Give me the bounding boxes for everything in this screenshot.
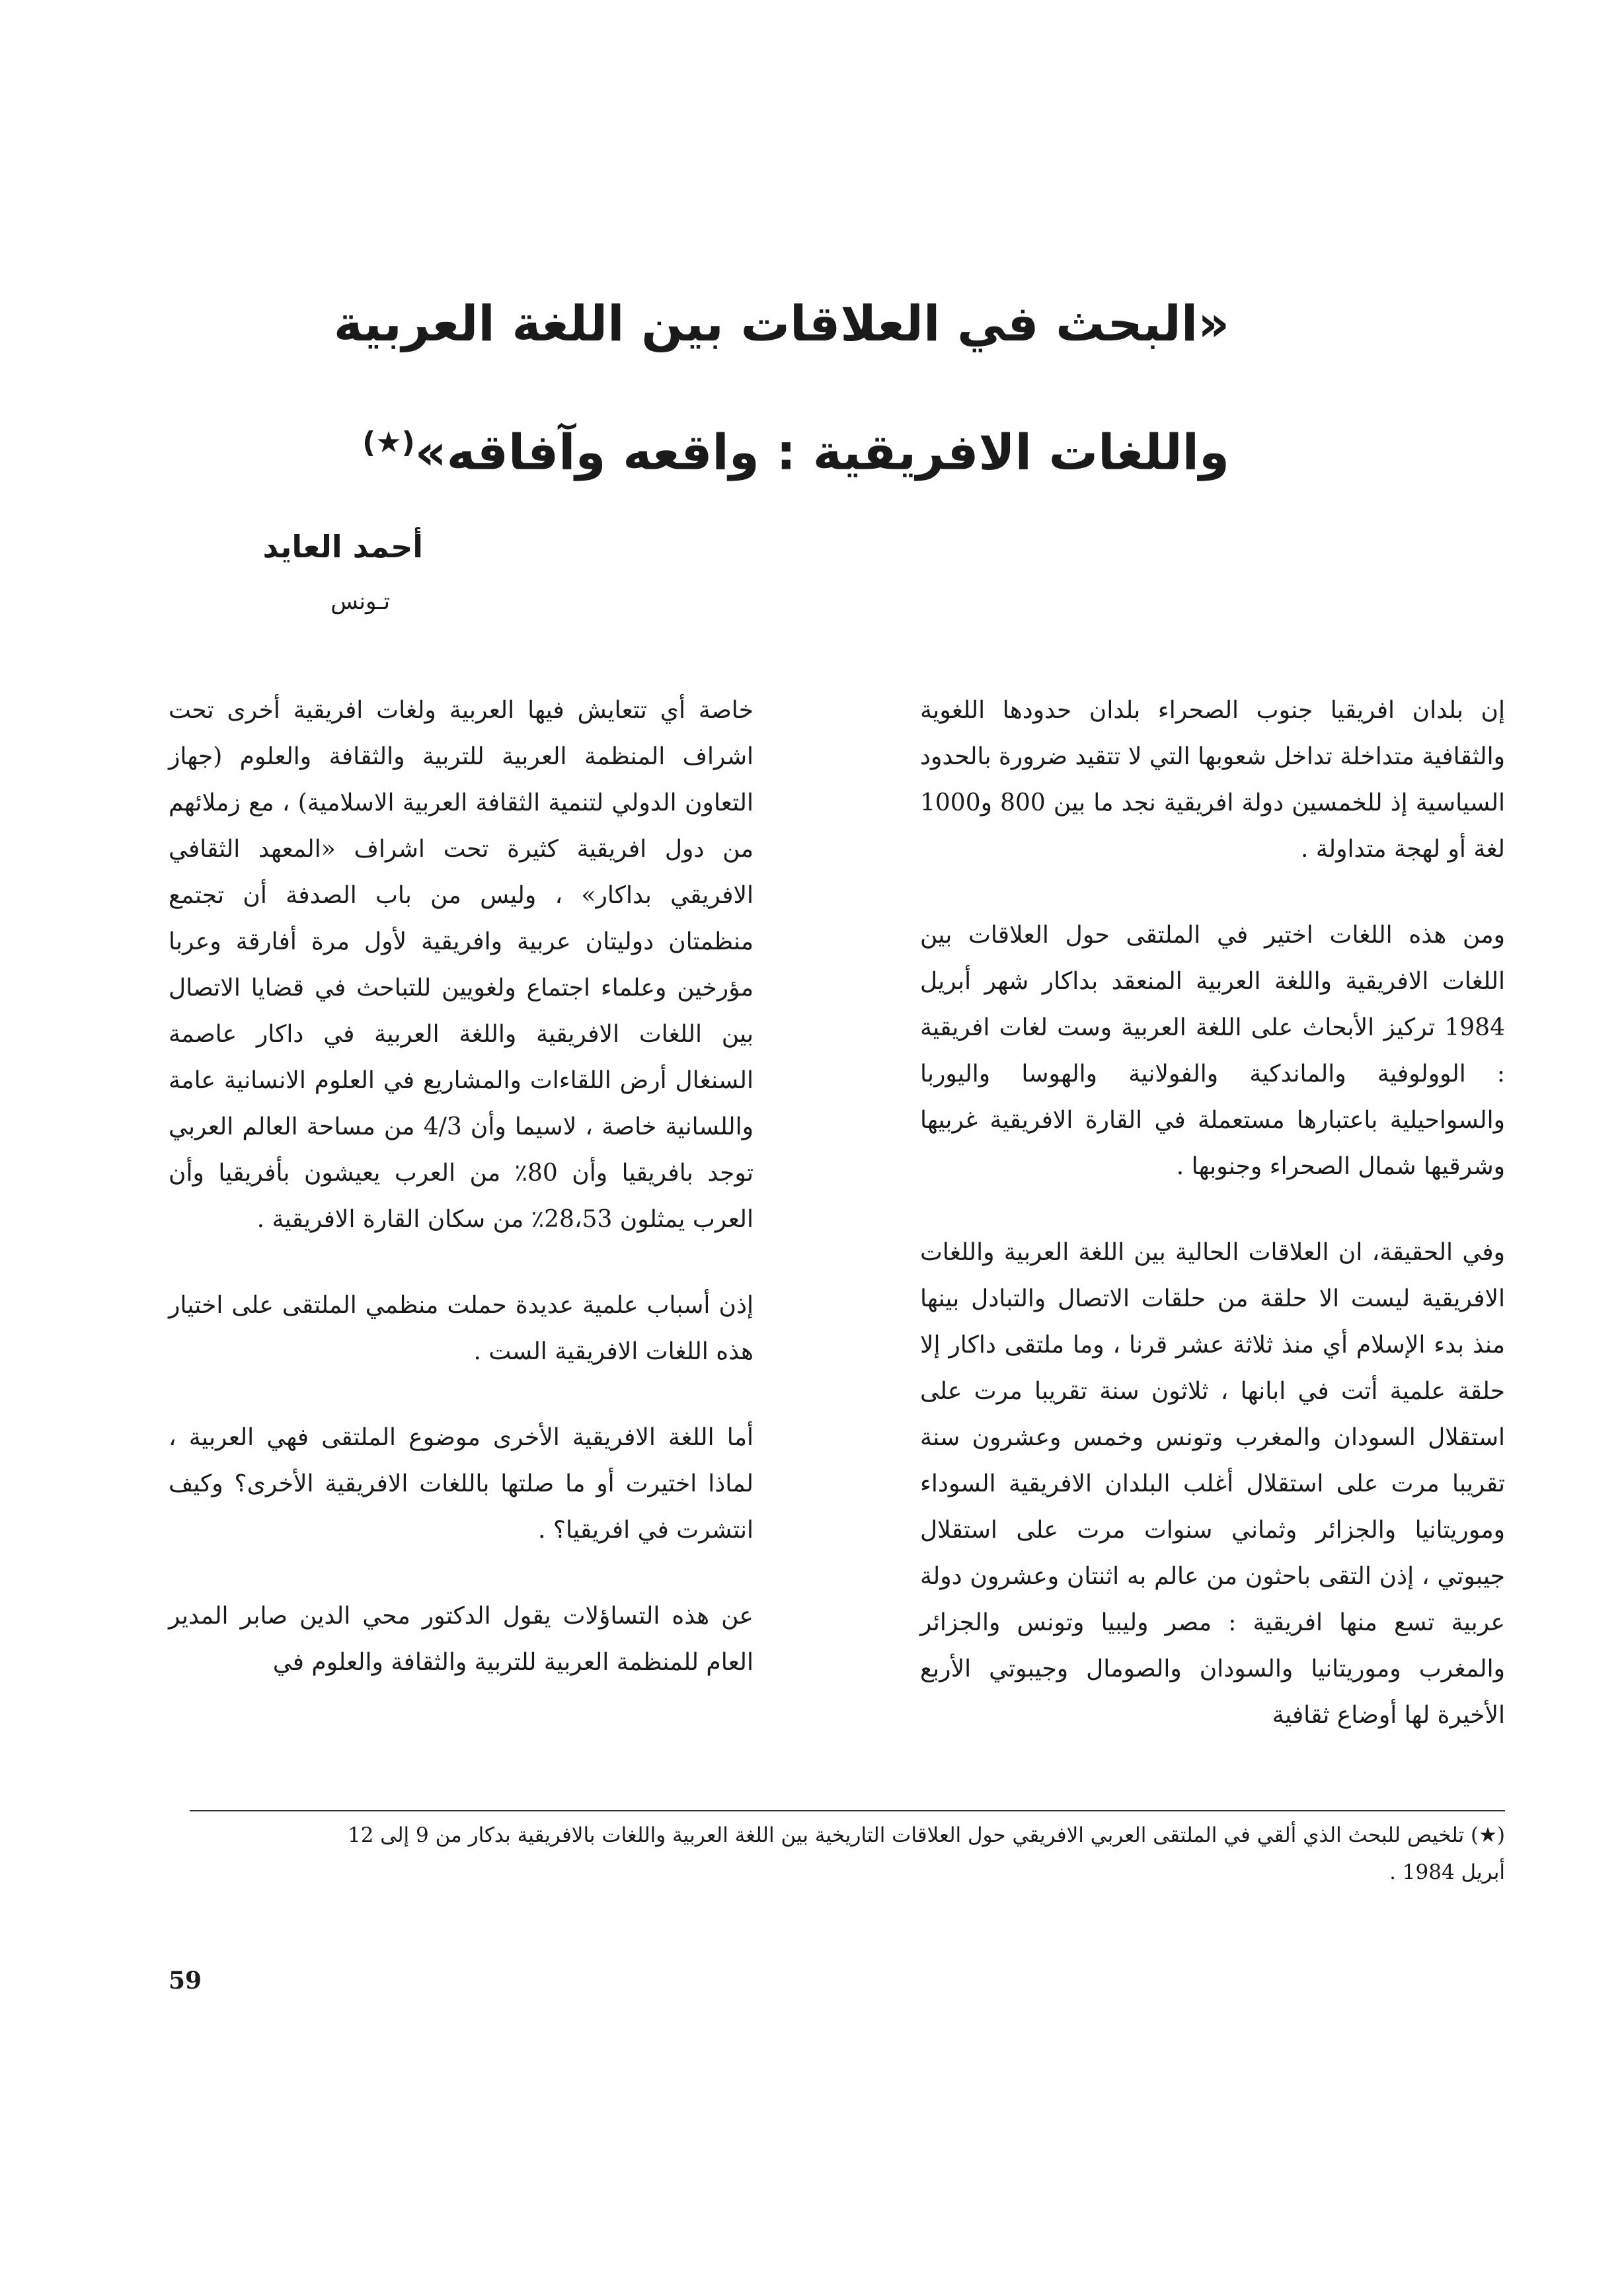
title-line-2 xyxy=(198,383,1229,512)
paragraph: إذن أسباب علمية عديدة حملت منظمي الملتقى على اختيار هذه اللغات الافريقية الست . xyxy=(169,1292,754,1365)
title-line-1: «البحث في العلاقات بين اللغة العربية xyxy=(333,296,1229,352)
paragraph: ومن هذه اللغات اختير في الملتقى حول العلاقات بين اللغات الافريقية واللغة العربية المنعقد بداكار شهر أبريل 1984 تركيز الأبحاث على اللغة العربية وست لغات افريقية : الوولوفية والماندكية والفولانية والهوسا واليوربا والسواحيلية باعتبارها مستعملة في القارة الافريقية غربيها وشرقيها شمال الصحراء وجنوبها . xyxy=(920,922,1505,1180)
author-name: أحمد العايد xyxy=(262,529,423,565)
footnote xyxy=(190,1817,1505,1891)
footnote-line-1: (★) تلخيص للبحث الذي ألقي في الملتقى العربي الافريقي حول العلاقات التاريخية بين اللغة العربية واللغات بالافريقية بدكار من 9 إلى 12 xyxy=(347,1823,1505,1847)
paragraph: خاصة أي تتعايش فيها العربية ولغات افريقية أخرى تحت اشراف المنظمة العربية للتربية والثقافة والعلوم (جهاز التعاون الدولي لتنمية الثقافة العربية الاسلامية) ، مع زملائهم من دول افريقية كثيرة تحت اشراف «المعهد الثقافي الافريقي بداكار» ، وليس من باب الصدفة أن تجتمع منظمتان دوليتان عربية وافريقية لأول مرة أفارقة وعربا مؤرخين وعلماء اجتماع ولغويين للتباحث في قضايا الاتصال بين اللغات الافريقية واللغة العربية في داكار عاصمة السنغال أرض اللقاءات والمشاريع في العلوم الانسانية عامة واللسانية خاصة ، لاسيما وأن 4/3 من مساحة العالم العربي توجد بافريقيا وأن 80٪ من العرب يعيشون بأفريقيا وأن العرب يمثلون 28،53٪ من سكان القارة الافريقية . xyxy=(169,697,754,1233)
page-number: 59 xyxy=(169,1967,202,1995)
footnote-marker: (★) xyxy=(362,426,415,459)
paragraph: وفي الحقيقة، ان العلاقات الحالية بين اللغة العربية واللغات الافريقية ليست الا حلقة من حلقات الاتصال والتبادل بينها منذ بدء الإسلام أي منذ ثلاثة عشر قرنا ، وما ملتقى داكار إلا حلقة علمية أتت في ابانها ، ثلاثون سنة تقريبا مرت على استقلال السودان والمغرب وتونس وخمس وعشرون سنة تقريبا مرت على استقلال أغلب البلدان الافريقية السوداء وموريتانيا والجزائر وثماني سنوات مرت على استقلال جيبوتي ، إذن التقى باحثون من عالم به اثنتان وعشرون دولة عربية تسع منها افريقية : مصر وليبيا وتونس والجزائر والمغرب وموريتانيا والسودان والصومال وجيبوتي الأربع الأخيرة لها أوضاع ثقافية xyxy=(920,1239,1505,1729)
footnote-line-2: أبريل 1984 . xyxy=(1389,1860,1505,1884)
paragraph: إن بلدان افريقيا جنوب الصحراء بلدان حدودها اللغوية والثقافية متداخلة تداخل شعوبها التي لا تتقيد ضرورة بالحدود السياسية إذ للخمسين دولة افريقية نجد ما بين 800 و1000 لغة أو لهجة متداولة . xyxy=(920,697,1506,863)
left-column xyxy=(169,688,754,1686)
title-line-2-text: واللغات الافريقية : واقعه وآفاقه» xyxy=(414,424,1229,481)
paragraph: عن هذه التساؤلات يقول الدكتور محي الدين صابر المدير العام للمنظمة العربية للتربية والثقافة والعلوم في xyxy=(169,1603,754,1676)
author-affiliation: تـونس xyxy=(330,588,390,615)
footnote-divider xyxy=(190,1810,1505,1811)
right-column xyxy=(920,688,1505,1739)
paragraph: أما اللغة الافريقية الأخرى موضوع الملتقى فهي العربية ، لماذا اختيرت أو ما صلتها باللغات الافريقية الأخرى؟ وكيف انتشرت في افريقيا؟ . xyxy=(169,1424,754,1544)
article-title xyxy=(198,264,1229,512)
